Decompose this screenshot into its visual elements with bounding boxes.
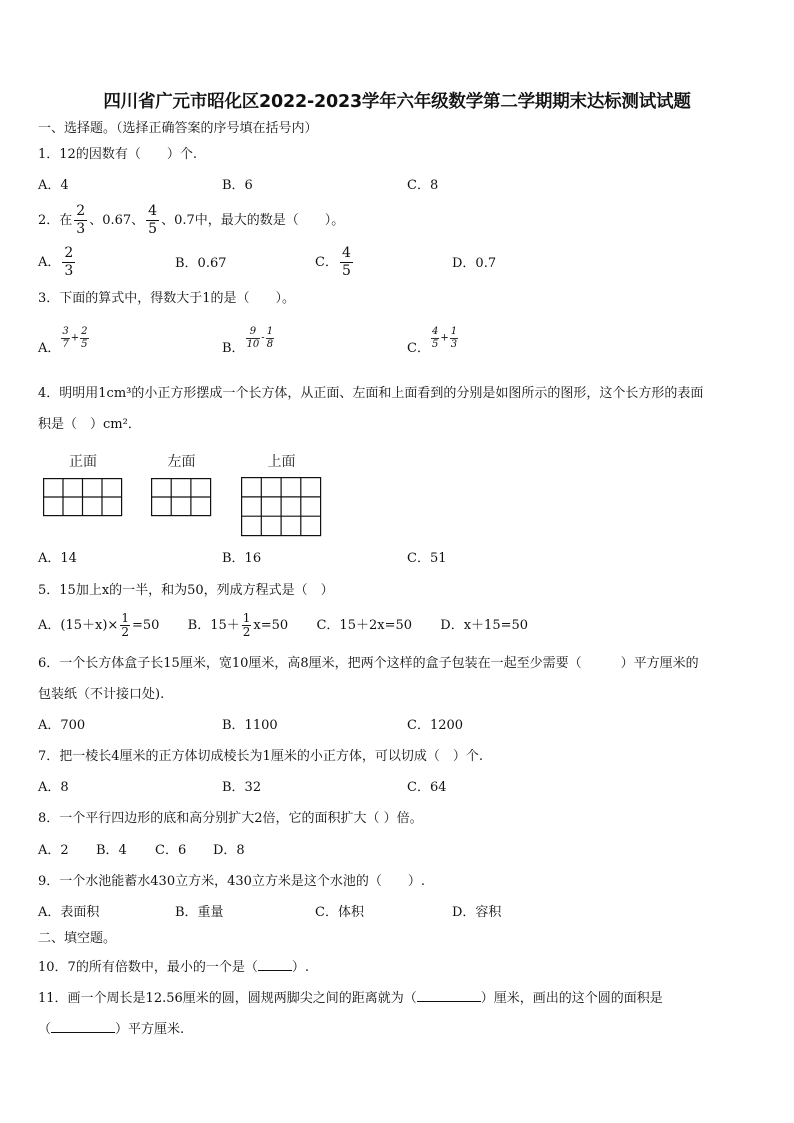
q3-b-fraction-2 — [266, 326, 274, 351]
q2-c-numerator: 4 — [341, 245, 351, 261]
q7-option-c: C．64 — [407, 780, 447, 795]
q3-option-a — [38, 326, 90, 358]
q2-fraction-2 — [146, 203, 159, 238]
q3-option-b — [222, 326, 275, 358]
q5-a-denominator: 2 — [121, 625, 129, 639]
q5-option-b — [187, 611, 289, 639]
q2-text-1: 2．在 — [38, 213, 73, 228]
top-view-grid — [241, 477, 322, 537]
q9-option-d: D．容积 — [452, 905, 502, 920]
q5-stem: 5．15加上x的一半，和为50，列成方程式是（ ） — [38, 583, 334, 598]
page-title: 四川省广元市昭化区2022-2023学年六年级数学第二学期期末达标测试试题 — [103, 92, 691, 112]
q5-a-post: =50 — [131, 618, 160, 633]
left-view-grid — [151, 478, 212, 518]
q4-option-b: B．16 — [222, 551, 262, 566]
q5-b-denominator: 2 — [242, 625, 251, 639]
q5-option-d: D．x＋15=50 — [440, 618, 529, 633]
q3-a-operator: + — [70, 332, 80, 344]
q3-c-fraction-2 — [450, 326, 458, 351]
q3-a-label: A． — [38, 341, 61, 356]
q3-c-d2: 3 — [450, 339, 458, 350]
q2-f2-numerator: 4 — [148, 203, 158, 219]
q2-a-label: A． — [38, 255, 61, 270]
q3-b-n1: 9 — [246, 326, 261, 339]
q7-option-a: A．8 — [38, 780, 69, 795]
q8-option-d: D．8 — [213, 843, 245, 858]
front-view-label: 正面 — [69, 454, 97, 470]
q2-stem — [38, 203, 344, 238]
q5-option-a — [38, 611, 160, 639]
q2-text-2: 、0.67、 — [89, 213, 145, 228]
section-2-heading: 二、填空题。 — [38, 931, 117, 946]
q2-option-c — [315, 245, 355, 280]
q3-c-n1: 4 — [431, 326, 439, 337]
q5-b-fraction — [242, 612, 252, 639]
q11-answer-blank-2[interactable] — [51, 1019, 115, 1033]
q3-a-fraction-1 — [61, 326, 69, 351]
q3-c-fraction-1 — [431, 326, 439, 351]
q3-b-n2: 1 — [266, 326, 274, 337]
q2-option-a — [38, 245, 77, 280]
q5-b-post: x=50 — [253, 618, 289, 633]
q11-line2-post: ）平方厘米. — [115, 1022, 185, 1037]
q6-stem-line-1: 6．一个长方体盒子长15厘米，宽10厘米，高8厘米，把两个这样的盒子包装在一起至少需要（ ）平方厘米的 — [38, 656, 699, 671]
q2-c-fraction — [340, 245, 353, 280]
q2-fraction-1 — [74, 203, 87, 238]
q2-c-denominator: 5 — [341, 263, 351, 279]
q2-a-numerator: 2 — [64, 245, 74, 261]
q3-a-d1: 7 — [62, 339, 69, 350]
q3-b-label: B． — [222, 341, 245, 356]
q10-text-pre: 10．7的所有倍数中，最小的一个是（ — [38, 960, 258, 975]
q11-stem-line-1 — [38, 988, 663, 1008]
q3-a-fraction-2 — [80, 326, 88, 351]
q1-option-b: B．6 — [222, 178, 253, 193]
q5-options — [38, 612, 528, 639]
left-view-label: 左面 — [167, 454, 196, 470]
q5-a-pre: A．(15＋x)× — [38, 618, 119, 633]
q11-text-pre: 11．画一个周长是12.56厘米的圆，圆规两脚尖之间的距离就为（ — [38, 991, 417, 1006]
q2-a-fraction — [62, 245, 75, 280]
q9-option-c: C．体积 — [315, 905, 364, 920]
q10-stem — [38, 957, 309, 977]
q3-b-fraction-1 — [246, 326, 261, 351]
q1-option-a: A．4 — [38, 178, 69, 193]
q1-option-c: C．8 — [407, 178, 439, 193]
q6-option-a: A．700 — [38, 718, 86, 733]
q4-option-a: A．14 — [38, 551, 77, 566]
q7-option-b: B．32 — [222, 780, 262, 795]
q2-text-3: 、0.7中，最大的数是（ ）。 — [161, 213, 345, 228]
q3-c-d1: 5 — [431, 339, 439, 350]
q3-option-c — [407, 326, 459, 358]
q5-b-numerator: 1 — [242, 611, 251, 625]
q3-b-d1: 10 — [246, 339, 260, 350]
q2-a-denominator: 3 — [64, 263, 74, 279]
q4-stem-line-1: 4．明明用1cm³的小正方形摆成一个长方体，从正面、左面和上面看到的分别是如图所示的图形，这个长方形的表面 — [38, 386, 704, 401]
section-1-heading: 一、选择题。（选择正确答案的序号填在括号内） — [38, 121, 318, 136]
q5-a-fraction — [120, 612, 130, 639]
q10-text-post: ）. — [291, 960, 309, 975]
q1-stem: 1．12的因数有（ ）个. — [38, 147, 197, 162]
q5-a-numerator: 1 — [121, 611, 129, 625]
top-view-label: 上面 — [267, 454, 296, 470]
q9-stem: 9．一个水池能蓄水430立方米，430立方米是这个水池的（ ）. — [38, 874, 426, 889]
q9-option-b: B．重量 — [175, 905, 224, 920]
q2-f1-numerator: 2 — [76, 203, 86, 219]
q3-c-n2: 1 — [450, 326, 458, 337]
q5-b-pre: B．15＋ — [187, 618, 240, 633]
q2-f2-denominator: 5 — [148, 221, 158, 237]
q9-option-a: A．表面积 — [38, 905, 100, 920]
q2-f1-denominator: 3 — [76, 221, 86, 237]
q8-option-a: A．2 — [38, 843, 69, 858]
q11-text-mid: ）厘米，画出的这个圆的面积是 — [480, 991, 663, 1006]
q2-option-b: B．0.67 — [175, 256, 227, 271]
q11-answer-blank-1[interactable] — [417, 988, 481, 1002]
q10-answer-blank[interactable] — [258, 957, 292, 971]
q3-b-d2: 8 — [266, 339, 274, 350]
q6-option-b: B．1100 — [222, 718, 278, 733]
q3-c-operator: + — [440, 332, 449, 344]
q3-c-label: C． — [407, 341, 430, 356]
q6-option-c: C．1200 — [407, 718, 464, 733]
q7-stem: 7．把一棱长4厘米的正方体切成棱长为1厘米的小正方体，可以切成（ ）个. — [38, 749, 483, 764]
q8-option-b: B．4 — [96, 843, 127, 858]
q2-option-d: D．0.7 — [452, 256, 497, 271]
q5-option-c: C．15＋2x=50 — [316, 618, 413, 633]
q3-stem: 3．下面的算式中，得数大于1的是（ ）。 — [38, 291, 296, 306]
front-view-grid — [43, 478, 123, 518]
q3-a-n1: 3 — [62, 326, 69, 337]
q3-a-d2: 5 — [81, 339, 88, 350]
q6-stem-line-2: 包装纸（不计接口处). — [38, 687, 165, 702]
q3-a-n2: 2 — [81, 326, 88, 337]
q8-option-c: C．6 — [155, 843, 187, 858]
q4-option-c: C．51 — [407, 551, 447, 566]
q8-stem: 8．一个平行四边形的底和高分别扩大2倍，它的面积扩大（ ）倍。 — [38, 811, 423, 826]
q11-line2-pre: （ — [38, 1022, 52, 1037]
q3-b-operator: - — [261, 332, 265, 344]
q4-stem-line-2: 积是（ ）cm²． — [38, 417, 141, 432]
q11-stem-line-2 — [38, 1019, 184, 1039]
q2-c-label: C． — [315, 255, 338, 270]
